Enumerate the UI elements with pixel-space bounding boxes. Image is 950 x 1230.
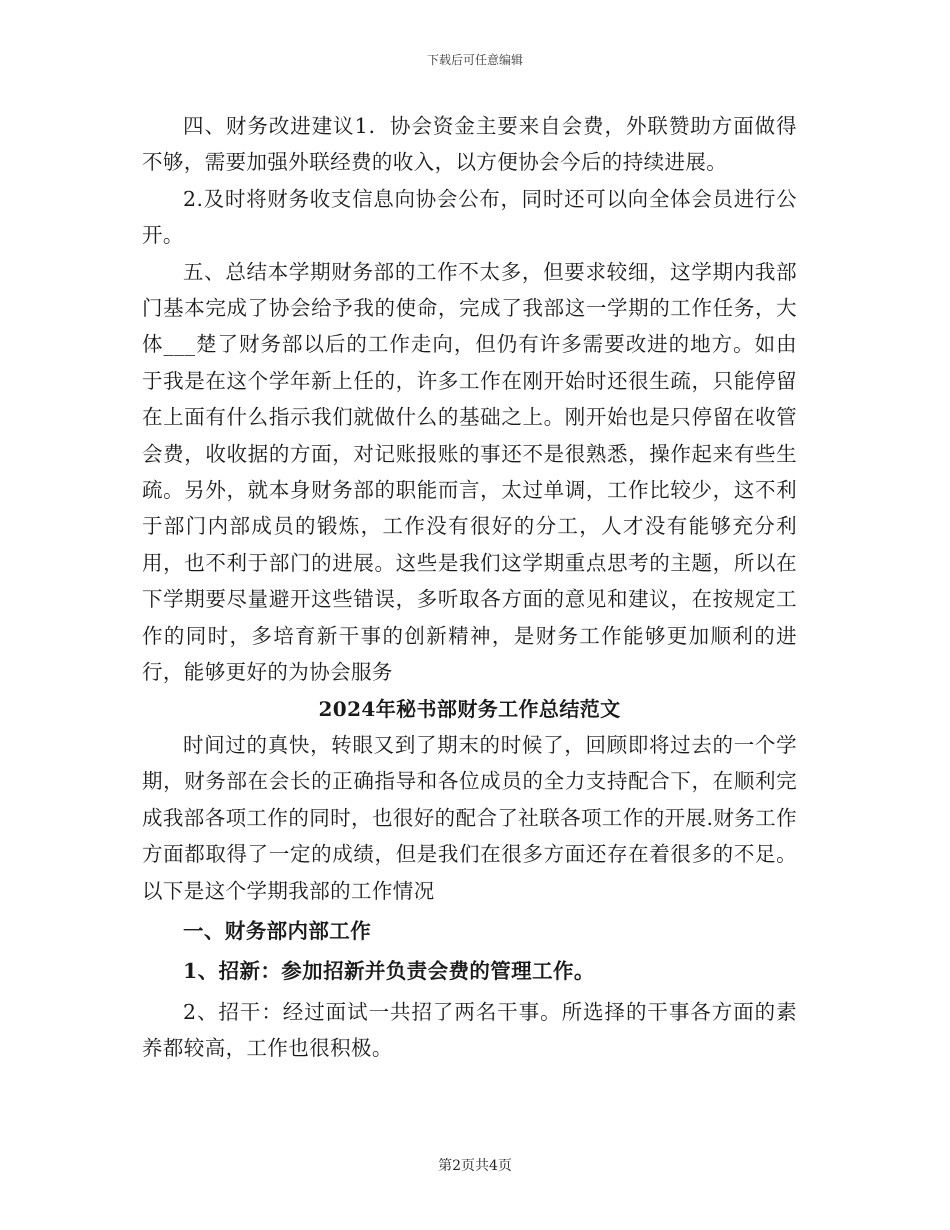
document-title: 2024年秘书部财务工作总结范文	[318, 696, 621, 721]
section-heading-internal-work: 一、财务部内部工作	[183, 918, 372, 943]
paragraph-intro: 时间过的真快，转眼又到了期末的时候了，回顾即将过去的一个学期，财务部在会长的正确指导和各位成员的全力支持配合下，在顺利完成我部各项工作的同时，也很好的配合了社联各项工作的开展.财务工作方面都取得了一定的成绩，但是我们在很多方面还存在着很多的不足。以下是这个学期我部的工作情况	[142, 732, 797, 903]
subheading-recruitment: 1、招新：参加招新并负责会费的管理工作。	[183, 959, 595, 984]
document-body	[142, 108, 797, 1067]
paragraph-disclosure: 2.及时将财务收支信息向协会公布，同时还可以向全体会员进行公开。	[142, 186, 797, 248]
paragraph-staff-hiring: 2、招干：经过面试一共招了两名干事。所选择的干事各方面的素养都较高，工作也很积极。	[142, 999, 797, 1061]
page-header: 下载后可任意编辑	[426, 53, 523, 67]
paragraph-summary: 五、总结本学期财务部的工作不太多，但要求较细，这学期内我部门基本完成了协会给予我的使命，完成了我部这一学期的工作任务，大体___楚了财务部以后的工作走向，但仍有许多需要改进的地方。如由于我是在这个学年新上任的，许多工作在刚开始时还很生疏，只能停留在上面有什么指示我们就做什么的基础之上。刚开始也是只停留在收管会费，收收据的方面，对记账报账的事还不是很熟悉，操作起来有些生疏。另外，就本身财务部的职能而言，太过单调，工作比较少，这不利于部门内部成员的锻炼，工作没有很好的分工，人才没有能够充分利用，也不利于部门的进展。这些是我们这学期重点思考的主题，所以在下学期要尽量避开这些错误，多听取各方面的意见和建议，在按规定工作的同时，多培育新干事的创新精神，是财务工作能够更加顺利的进行，能够更好的为协会服务	[142, 259, 797, 685]
page-number: 第2页共4页	[438, 1158, 512, 1174]
paragraph-improvement-suggestions: 四、财务改进建议1．协会资金主要来自会费，外联赞助方面做得不够，需要加强外联经费的收入，以方便协会今后的持续进展。	[142, 114, 797, 175]
